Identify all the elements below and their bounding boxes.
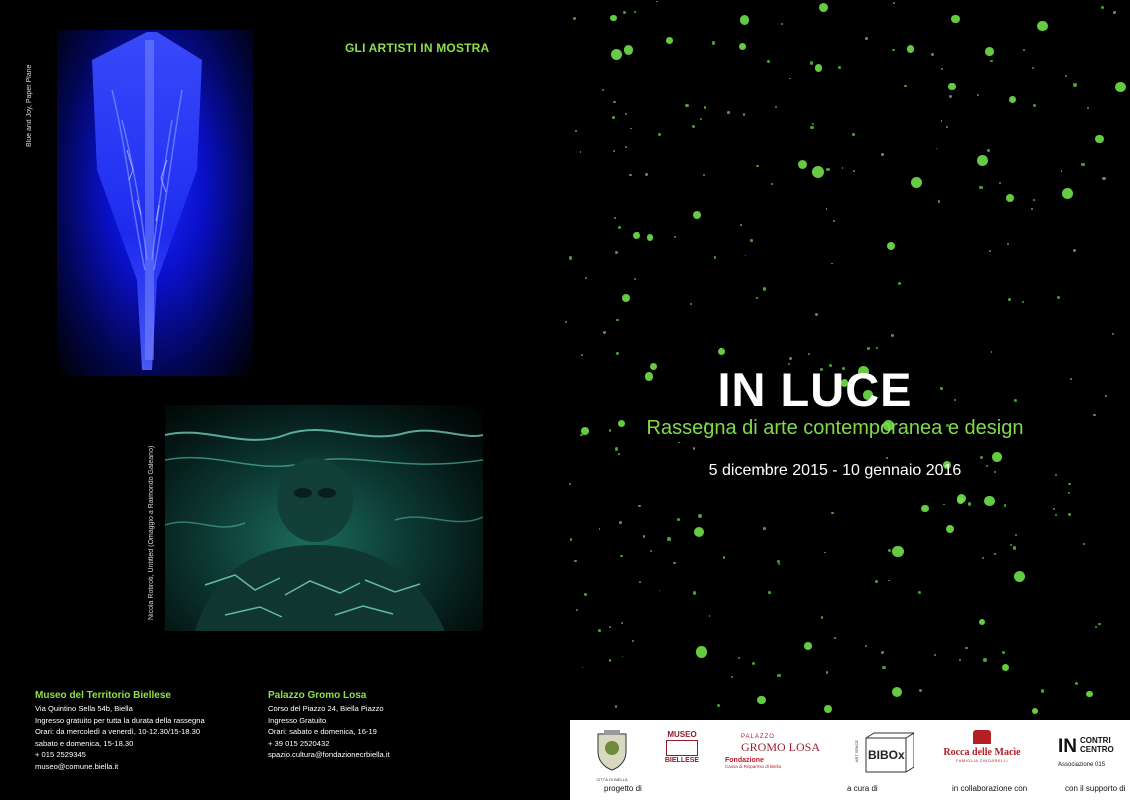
venue-name: Palazzo Gromo Losa <box>268 690 367 701</box>
star-dot <box>983 658 986 661</box>
star-dot <box>738 657 740 659</box>
venue-line: Orari: da mercoledì a venerdì, 10-12.30/15-18.30 <box>35 727 201 737</box>
star-dot <box>1073 83 1076 86</box>
star-dot <box>678 442 680 444</box>
star-dot <box>882 666 885 669</box>
star-dot <box>957 494 966 503</box>
star-dot <box>667 537 670 540</box>
star-dot <box>768 591 771 594</box>
star-dot <box>936 148 938 150</box>
star-dot <box>1061 170 1063 172</box>
star-dot <box>876 347 878 349</box>
star-dot <box>875 580 878 583</box>
star-dot <box>613 101 615 103</box>
star-dot <box>638 505 641 508</box>
star-dot <box>752 662 755 665</box>
museo-logo-mark <box>666 740 698 756</box>
star-dot <box>810 61 813 64</box>
star-dot <box>867 347 870 350</box>
star-dot <box>812 166 824 178</box>
star-dot <box>763 527 766 530</box>
star-dot <box>693 447 695 449</box>
star-dot <box>739 43 746 50</box>
cover-subtitle: Rassegna di arte contemporanea e design <box>646 417 1024 439</box>
left-panel <box>0 0 560 800</box>
star-dot <box>565 321 567 323</box>
star-dot <box>994 553 996 555</box>
star-dot <box>569 256 572 259</box>
star-dot <box>907 45 915 53</box>
star-dot <box>690 303 692 305</box>
venue-line: sabato e domenica, 15-18.30 <box>35 738 134 748</box>
star-dot <box>887 242 895 250</box>
venue-gromo-losa <box>268 689 390 761</box>
star-dot <box>826 168 829 171</box>
rocca-sub: FAMIGLIA ZINGARELLI <box>955 758 1009 763</box>
star-dot <box>1037 21 1047 31</box>
star-dot <box>714 256 717 259</box>
star-dot <box>1095 626 1097 628</box>
starfield-cover <box>565 0 1130 720</box>
star-dot <box>865 37 868 40</box>
star-dot <box>618 453 620 455</box>
photo1-caption: Blue and Joy, Paper Plane <box>26 64 33 147</box>
star-dot <box>1081 163 1084 166</box>
star-dot <box>609 626 612 629</box>
star-dot <box>656 1 658 3</box>
star-dot <box>613 150 615 152</box>
star-dot <box>585 277 588 280</box>
star-dot <box>745 255 747 257</box>
star-dot <box>918 591 921 594</box>
star-dot <box>1033 104 1036 107</box>
star-dot <box>965 647 967 649</box>
incontri-centro-logo <box>1058 736 1122 768</box>
star-dot <box>968 502 971 505</box>
star-dot <box>1062 188 1073 199</box>
star-dot <box>1004 504 1007 507</box>
star-dot <box>1068 513 1071 516</box>
star-dot <box>570 538 572 540</box>
star-dot <box>821 616 823 618</box>
bibox-text: BIBOx <box>868 748 905 762</box>
star-dot <box>1008 298 1011 301</box>
star-dot <box>941 68 944 71</box>
star-dot <box>824 705 832 713</box>
star-dot <box>622 294 630 302</box>
star-dot <box>693 211 701 219</box>
star-dot <box>815 64 822 71</box>
star-dot <box>756 297 758 299</box>
star-dot <box>1098 623 1101 626</box>
star-dot <box>991 351 993 353</box>
star-dot <box>598 629 601 632</box>
star-dot <box>921 505 929 513</box>
star-dot <box>951 15 959 23</box>
star-dot <box>756 165 758 167</box>
star-dot <box>838 66 841 69</box>
star-dot <box>1013 546 1016 549</box>
star-dot <box>639 581 641 583</box>
star-dot <box>1086 691 1092 697</box>
photo2-caption: Nicola Rotiroti, Untitled (Omaggio a Raimondo Galeano) <box>148 445 155 620</box>
star-dot <box>616 319 619 322</box>
star-dot <box>574 560 577 563</box>
star-dot <box>619 521 622 524</box>
paper-plane-photo <box>57 30 253 376</box>
star-dot <box>1102 177 1105 180</box>
star-dot <box>1009 96 1016 103</box>
rocca-delle-macie-logo <box>936 730 1028 763</box>
star-dot <box>674 236 676 238</box>
venue-line: Orari: sabato e domenica, 16-19 <box>268 727 377 737</box>
star-dot <box>777 674 780 677</box>
star-dot <box>898 282 901 285</box>
venue-line: Ingresso Gratuito <box>268 715 327 725</box>
fondazione-name: Fondazione <box>725 757 764 764</box>
comune-text: CITTÀ DI BIELLA <box>596 777 628 782</box>
star-dot <box>979 619 985 625</box>
star-dot <box>1014 571 1025 582</box>
star-dot <box>984 496 995 507</box>
star-dot <box>692 125 695 128</box>
star-dot <box>757 696 765 704</box>
star-dot <box>810 126 813 129</box>
star-dot <box>615 251 618 254</box>
star-dot <box>946 126 948 128</box>
museo-logo <box>662 730 702 764</box>
star-dot <box>881 153 884 156</box>
star-dot <box>804 642 812 650</box>
star-dot <box>1032 67 1034 69</box>
star-dot <box>982 557 984 559</box>
venue-line: Via Quintino Sella 54b, Biella <box>35 704 133 713</box>
star-dot <box>647 234 654 241</box>
star-dot <box>569 483 571 485</box>
star-dot <box>625 146 627 148</box>
star-dot <box>630 128 632 130</box>
star-dot <box>985 47 994 56</box>
gromo-top: PALAZZO <box>741 734 775 740</box>
star-dot <box>580 151 582 153</box>
sponsors-strip <box>570 720 1130 800</box>
comune-biella-logo <box>594 728 630 782</box>
star-dot <box>743 113 745 115</box>
star-dot <box>723 556 725 558</box>
star-dot <box>980 456 983 459</box>
sponsor-label-collaborazione: in collaborazione con <box>952 784 1028 793</box>
rocca-crest-icon <box>973 730 991 744</box>
gromo-losa-logo <box>715 734 825 769</box>
star-dot <box>775 106 777 108</box>
star-dot <box>1105 395 1107 397</box>
star-dot <box>771 183 773 185</box>
venue-line: Ingresso gratuito per tutta la durata della rassegna <box>35 715 205 725</box>
star-dot <box>824 552 826 554</box>
star-dot <box>1075 682 1078 685</box>
star-dot <box>629 174 632 177</box>
star-dot <box>812 123 814 125</box>
star-dot <box>789 357 792 360</box>
star-dot <box>698 514 701 517</box>
star-dot <box>1002 664 1009 671</box>
venue-line: Corso del Piazzo 24, Biella Piazzo <box>268 704 384 713</box>
star-dot <box>798 160 807 169</box>
star-dot <box>1068 492 1070 494</box>
star-dot <box>634 11 636 13</box>
venue-email: spazio.cultura@fondazionecrbiella.it <box>268 750 390 760</box>
star-dot <box>865 645 867 647</box>
star-dot <box>992 452 1001 461</box>
star-dot <box>658 133 661 136</box>
star-dot <box>677 518 680 521</box>
star-dot <box>815 313 818 316</box>
star-dot <box>1053 508 1055 510</box>
star-dot <box>934 654 936 656</box>
star-dot <box>727 111 730 114</box>
star-dot <box>949 95 952 98</box>
star-dot <box>904 85 907 88</box>
star-dot <box>990 60 993 63</box>
star-dot <box>1015 534 1017 536</box>
star-dot <box>1073 249 1076 252</box>
star-dot <box>1112 333 1114 335</box>
star-dot <box>959 659 961 661</box>
incontri-centro: CENTRO <box>1080 745 1114 754</box>
star-dot <box>625 113 627 115</box>
star-dot <box>1101 6 1104 9</box>
star-dot <box>1006 194 1014 202</box>
star-dot <box>819 3 828 12</box>
star-dot <box>893 2 895 4</box>
star-dot <box>808 353 810 355</box>
star-dot <box>941 120 943 122</box>
star-dot <box>581 354 583 356</box>
star-dot <box>620 555 623 558</box>
star-dot <box>892 49 895 52</box>
star-dot <box>610 15 616 21</box>
venue-museo <box>35 689 205 773</box>
star-dot <box>1087 107 1089 109</box>
star-dot <box>1022 301 1024 303</box>
star-dot <box>831 263 833 265</box>
star-dot <box>778 563 780 565</box>
star-dot <box>599 528 601 530</box>
star-dot <box>948 83 956 91</box>
star-dot <box>943 504 945 506</box>
star-dot <box>834 637 836 639</box>
star-dot <box>609 659 611 661</box>
bibox-side-text: ART SPACE <box>854 740 859 763</box>
star-dot <box>977 155 987 165</box>
star-dot <box>650 550 652 552</box>
star-dot <box>575 130 577 132</box>
star-dot <box>987 149 990 152</box>
star-dot <box>888 549 891 552</box>
star-dot <box>573 17 576 20</box>
venue-line: + 39 015 2520432 <box>268 738 330 748</box>
star-dot <box>946 525 954 533</box>
sponsor-label-progetto: progetto di <box>604 784 642 793</box>
star-dot <box>892 546 904 558</box>
star-dot <box>1095 135 1104 144</box>
star-dot <box>919 689 922 692</box>
gromo-main: GROMO LOSA <box>741 740 821 754</box>
star-dot <box>612 116 615 119</box>
star-dot <box>886 457 888 459</box>
star-dot <box>1010 544 1012 546</box>
star-dot <box>750 239 753 242</box>
star-dot <box>1070 378 1072 380</box>
rocca-text: Rocca delle Macìe <box>943 747 1021 758</box>
star-dot <box>616 352 618 354</box>
star-dot <box>1115 82 1126 93</box>
underwater-portrait-photo <box>165 405 483 631</box>
star-dot <box>826 208 828 210</box>
star-dot <box>584 593 587 596</box>
venue-email: museo@comune.biella.it <box>35 761 119 771</box>
star-dot <box>1083 543 1085 545</box>
star-dot <box>637 232 639 234</box>
star-dot <box>717 704 720 707</box>
cover-dates: 5 dicembre 2015 - 10 gennaio 2016 <box>708 462 962 479</box>
star-dot <box>704 106 707 109</box>
incontri-in: IN <box>1058 736 1077 757</box>
star-dot <box>911 177 923 189</box>
star-dot <box>603 331 606 334</box>
star-dot <box>611 49 622 60</box>
incontri-sub: Associazione 015 <box>1058 762 1106 768</box>
star-dot <box>888 580 890 582</box>
museo-logo-top: MUSEO <box>667 730 697 739</box>
star-dot <box>740 224 742 226</box>
bibox-logo <box>850 732 914 781</box>
star-dot <box>1068 483 1070 485</box>
star-dot <box>673 562 676 565</box>
star-dot <box>1031 208 1033 210</box>
star-dot <box>1033 199 1035 201</box>
fondazione-sub: Cassa di Risparmio di Biella <box>725 764 782 769</box>
star-dot <box>696 646 708 658</box>
star-dot <box>576 609 578 611</box>
star-dot <box>892 687 902 697</box>
star-dot <box>712 41 715 44</box>
star-dot <box>1002 651 1005 654</box>
star-dot <box>685 104 688 107</box>
star-dot <box>614 217 616 219</box>
venue-line: + 015 2529345 <box>35 750 86 760</box>
star-dot <box>1032 708 1038 714</box>
star-dot <box>999 182 1001 184</box>
star-dot <box>694 527 704 537</box>
star-dot <box>666 37 673 44</box>
star-dot <box>700 118 702 120</box>
star-dot <box>833 220 835 222</box>
star-dot <box>740 15 749 24</box>
star-dot <box>931 53 934 56</box>
star-dot <box>977 94 979 96</box>
star-dot <box>693 591 696 594</box>
star-dot <box>1065 75 1068 78</box>
star-dot <box>731 676 733 678</box>
venue-name: Museo del Territorio Biellese <box>35 690 171 701</box>
star-dot <box>979 186 982 189</box>
star-dot <box>615 705 617 707</box>
incontri-contri: CONTRI <box>1080 736 1111 745</box>
star-dot <box>659 590 661 592</box>
star-dot <box>781 23 783 25</box>
star-dot <box>703 174 705 176</box>
star-dot <box>615 447 618 450</box>
star-dot <box>622 656 624 658</box>
star-dot <box>1055 514 1057 516</box>
star-dot <box>624 45 634 55</box>
star-dot <box>602 89 604 91</box>
star-dot <box>1023 49 1025 51</box>
star-dot <box>831 512 834 515</box>
star-dot <box>881 651 884 654</box>
star-dot <box>634 278 637 281</box>
star-dot <box>582 667 584 669</box>
artists-heading: GLI ARTISTI IN MOSTRA <box>345 41 490 55</box>
star-dot <box>891 334 894 337</box>
star-dot <box>842 167 844 169</box>
museo-logo-bottom: BIELLESE <box>664 757 700 764</box>
star-dot <box>989 250 992 253</box>
star-dot <box>621 622 623 624</box>
star-dot <box>623 11 626 14</box>
star-dot <box>767 60 769 62</box>
star-dot <box>1057 296 1060 299</box>
star-dot <box>1007 243 1009 245</box>
star-dot <box>852 133 855 136</box>
star-dot <box>618 226 621 229</box>
star-dot <box>1041 689 1044 692</box>
star-dot <box>718 348 725 355</box>
sponsor-label-cura: a cura di <box>847 784 878 793</box>
star-dot <box>853 170 855 172</box>
star-dot <box>632 640 634 642</box>
star-dot <box>826 671 828 673</box>
star-dot <box>789 78 791 80</box>
star-dot <box>643 535 646 538</box>
star-dot <box>645 173 648 176</box>
cover-title: IN LUCE <box>717 363 913 416</box>
sponsor-label-supporto: con il supporto di <box>1065 784 1126 793</box>
star-dot <box>1113 11 1116 14</box>
star-dot <box>763 287 766 290</box>
star-dot <box>709 615 711 617</box>
star-dot <box>938 200 941 203</box>
